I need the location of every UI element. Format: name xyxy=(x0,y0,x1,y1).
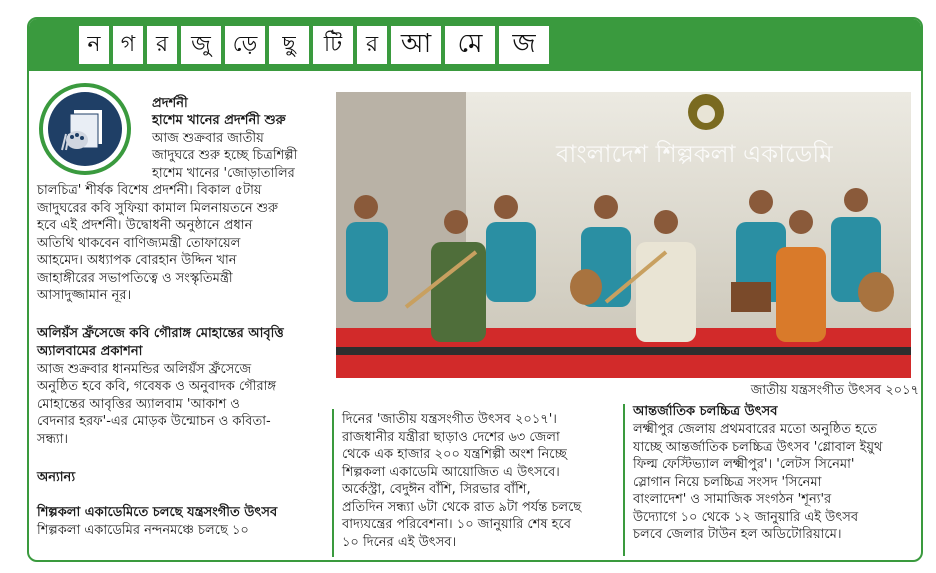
body-line: মোহান্তের আবৃত্তির অ্যালবাম 'আকাশ ও xyxy=(37,397,240,412)
banner-tile: গ xyxy=(113,26,143,64)
column-divider xyxy=(623,404,625,556)
body-line: ১০ দিনের এই উৎসব। xyxy=(342,535,457,550)
body-line: অতিথি থাকবেন বাণিজ্যমন্ত্রী তোফায়েল xyxy=(37,236,241,251)
body-line: বেদনার হরফ'-এর মোড়ক উন্মোচন ও কবিতা- xyxy=(37,414,271,429)
festival-photo xyxy=(336,92,911,378)
body-line: রাজধানীর যন্ত্রীরা ছাড়াও দেশের ৬৩ জেলা xyxy=(342,430,560,445)
section1-heading: প্রদর্শনী xyxy=(152,96,188,111)
body-line: স্লোগান নিয়ে চলচ্চিত্র সংসদ 'সিনেমা xyxy=(633,475,822,490)
section3-subheading: শিল্পকলা একাডেমিতে চলছে যন্ত্রসংগীত উৎসব xyxy=(37,505,278,520)
column-divider xyxy=(332,409,334,557)
banner-tile: র xyxy=(147,26,177,64)
banner-tile: জু xyxy=(181,26,221,64)
body-line: দিনের 'জাতীয় যন্ত্রসংগীত উৎসব ২০১৭'। xyxy=(342,412,557,427)
body-line: জাদুঘরের কবি সুফিয়া কামাল মিলনায়তনে শুরু xyxy=(37,201,278,216)
section4-heading: আন্তর্জাতিক চলচ্চিত্র উৎসব xyxy=(633,404,778,419)
body-line: চালচিত্র' শীর্ষক বিশেষ প্রদর্শনী। বিকাল ৫টায় xyxy=(37,183,262,198)
body-line: আজ শুক্রবার ধানমন্ডির অলিয়ঁস ফ্রঁসেজে xyxy=(37,362,252,377)
body-line: হবে এই প্রদর্শনী। উদ্বোধনী অনুষ্ঠানে প্রধান xyxy=(37,218,253,233)
body-line: অর্কেস্ট্রা, বেদুঈন বাঁশি, সিরভার বাঁশি, xyxy=(342,482,531,497)
banner-tile: জ xyxy=(499,26,549,64)
photo-caption: জাতীয় যন্ত্রসংগীত উৎসব ২০১৭ xyxy=(750,383,919,398)
body-line: লক্ষ্মীপুর জেলায় প্রথমবারের মতো অনুষ্ঠিত হতে xyxy=(633,422,877,437)
banner-tile: র xyxy=(357,26,387,64)
banner-tile: ছু xyxy=(269,26,309,64)
body-line: বাদ্যযন্ত্রের পরিবেশনা। ১০ জানুয়ারি শেষ হবে xyxy=(342,517,571,532)
banner-tile: টি xyxy=(313,26,353,64)
body-line: বাংলাদেশ' ও সামাজিক সংগঠন 'শূন্য'র xyxy=(633,492,832,507)
body-line: আহমেদ। অধ্যাপক বোরহান উদ্দিন খান xyxy=(37,253,237,268)
body-line: শিল্পকলা একাডেমি আয়োজিত এ উৎসবে। xyxy=(342,465,560,480)
body-line: সন্ধ্যা। xyxy=(37,432,69,447)
section2-heading: অ্যালবামের প্রকাশনা xyxy=(37,344,143,359)
body-line: আসাদুজ্জামান নূর। xyxy=(37,288,132,303)
palette-icon xyxy=(60,104,110,154)
banner-tile: ন xyxy=(79,26,109,64)
banner-tile: ড়ে xyxy=(225,26,265,64)
body-line: উদ্যোগে ১০ থেকে ১২ জানুয়ারি এই উৎসব xyxy=(633,510,859,525)
section2-heading: অলিয়ঁস ফ্রঁসেজে কবি গৌরাঙ্গ মোহান্তের আবৃত্তি xyxy=(37,326,284,341)
body-line: আজ শুক্রবার জাতীয় xyxy=(152,131,264,146)
section1-subheading: হাশেম খানের প্রদর্শনী শুরু xyxy=(152,113,286,128)
banner-tile: মে xyxy=(445,26,495,64)
body-line: থেকে এক হাজার ২০০ যন্ত্রশিল্পী অংশ নিচ্ছে xyxy=(342,447,567,462)
body-line: যাচ্ছে আন্তর্জাতিক চলচ্চিত্র উৎসব 'গ্লোবাল ইয়ুথ xyxy=(633,440,883,455)
body-line: প্রতিদিন সন্ধ্যা ৬টা থেকে রাত ৯টা পর্যন্ত চলছে xyxy=(342,500,582,515)
body-line: জাহাঙ্গীরের সভাপতিত্বে ও সংস্কৃতিমন্ত্রী xyxy=(37,271,233,286)
backdrop-text: বাংলাদেশ শিল্পকলা একাডেমি xyxy=(556,140,833,168)
body-line: শিল্পকলা একাডেমির নন্দনমঞ্চে চলছে ১০ xyxy=(37,523,249,538)
section3-heading: অন্যান্য xyxy=(37,470,76,485)
body-line: ফিল্ম ফেস্টিভ্যাল লক্ষ্মীপুর'। 'লেটস সিনেমা' xyxy=(633,457,855,472)
body-line: অনুষ্ঠিত হবে কবি, গবেষক ও অনুবাদক গৌরাঙ্গ xyxy=(37,379,277,394)
banner-tile: আ xyxy=(391,26,441,64)
body-line: হাশেম খানের 'জোড়াতালির xyxy=(152,166,295,181)
body-line: চলবে জেলার টাউন হল অডিটোরিয়ামে। xyxy=(633,527,842,542)
body-line: জাদুঘরে শুরু হচ্ছে চিত্রশিল্পী xyxy=(152,148,298,163)
header-banner xyxy=(29,19,921,71)
art-exhibition-icon xyxy=(39,83,131,175)
events-column-frame xyxy=(27,17,923,562)
